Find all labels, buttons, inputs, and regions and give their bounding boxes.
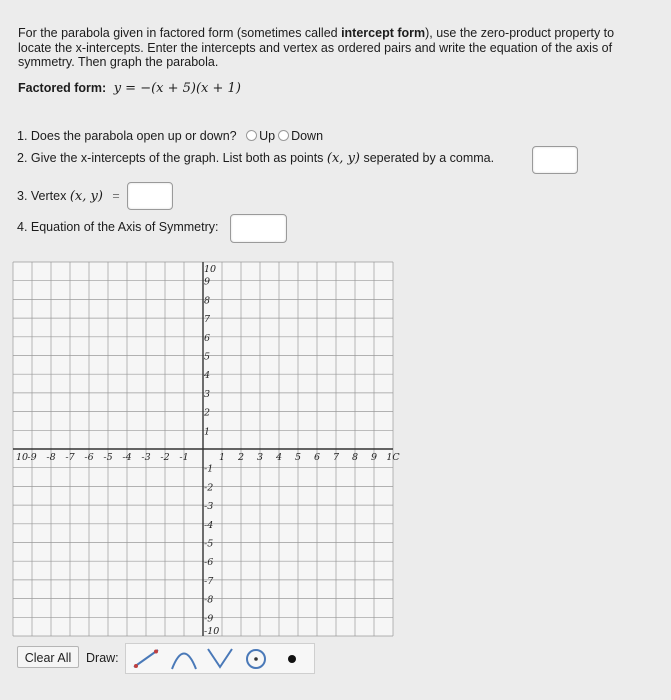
x-tick-label: -5: [103, 452, 113, 463]
y-tick-label: -2: [204, 482, 214, 494]
x-tick-label: 3: [256, 452, 264, 463]
parabola-down-tool-icon[interactable]: [166, 646, 202, 671]
x-tick-label: -1: [179, 452, 189, 463]
question-2-text-b: seperated by a comma.: [363, 151, 495, 165]
y-tick-label: -1: [204, 463, 214, 475]
radio-up-label[interactable]: Up: [259, 129, 276, 143]
x-tick-label: 9: [370, 452, 378, 463]
x-intercepts-input[interactable]: [532, 146, 578, 174]
question-4-text: 4. Equation of the Axis of Symmetry:: [17, 220, 219, 234]
question-1: [17, 129, 323, 143]
question-3-math: (x, y): [69, 189, 103, 204]
question-2: [17, 151, 494, 166]
y-tick-label: -6: [204, 557, 214, 569]
radio-down-label[interactable]: Down: [291, 129, 324, 143]
x-tick-label: 6: [313, 452, 321, 463]
y-tick-label: 10: [204, 264, 217, 275]
x-tick-label: -8: [46, 452, 56, 463]
x-tick-label: 10: [16, 452, 29, 463]
x-tick-label: -6: [84, 452, 94, 463]
x-tick-label: 5: [294, 452, 302, 463]
question-3: [17, 189, 120, 204]
y-tick-label: 4: [204, 370, 211, 382]
radio-up[interactable]: [246, 130, 257, 141]
instructions-text-1: For the parabola given in factored form (sometimes called: [18, 26, 342, 40]
draw-label: Draw:: [86, 651, 119, 665]
x-tick-label: 1C: [386, 452, 400, 463]
x-tick-label: 4: [275, 452, 283, 463]
parabola-up-tool-icon[interactable]: [202, 646, 238, 671]
instructions-bold-term: intercept form: [341, 26, 426, 40]
x-tick-label: 7: [332, 452, 340, 463]
clear-all-button[interactable]: Clear All: [17, 646, 79, 668]
question-2-text: 2. Give the x-intercepts of the graph. List both as points: [17, 151, 324, 165]
coordinate-graph[interactable]: [13, 262, 400, 637]
factored-form-label: Factored form:: [18, 81, 107, 95]
instructions: [18, 26, 646, 70]
y-tick-label: -10: [204, 626, 220, 637]
circle-tool-icon[interactable]: [238, 646, 274, 671]
y-tick-label: 8: [204, 295, 211, 307]
axis-of-symmetry-input[interactable]: [230, 214, 287, 243]
question-3-text: 3. Vertex: [17, 189, 67, 203]
x-tick-label: 1: [218, 452, 226, 463]
x-tick-label: -9: [27, 452, 37, 463]
factored-form-equation: y = −(x + 5)(x + 1): [113, 81, 241, 96]
point-tool-icon[interactable]: [274, 646, 310, 671]
x-tick-label: -4: [122, 452, 132, 463]
y-tick-label: -4: [204, 519, 214, 531]
x-tick-label: -3: [141, 452, 151, 463]
x-tick-label: -2: [160, 452, 170, 463]
y-tick-label: -9: [204, 613, 214, 625]
y-tick-label: 3: [204, 388, 211, 400]
y-tick-label: 7: [204, 314, 211, 326]
question-3-equals: =: [112, 189, 120, 203]
y-tick-label: 5: [204, 351, 211, 363]
y-tick-label: 9: [204, 276, 211, 288]
y-tick-label: -3: [204, 501, 214, 513]
line-tool-icon[interactable]: [128, 646, 164, 671]
x-tick-label: 2: [237, 452, 245, 463]
draw-tools: [125, 643, 315, 674]
question-4: [17, 220, 218, 234]
y-tick-label: 6: [204, 332, 211, 344]
instructions-text-2: ), use the zero-product property to locate the x-intercepts. Enter the intercepts and vertex as ordered pairs and write the equation of the axis of symmetry. Then graph the parabola.: [18, 26, 615, 69]
y-tick-label: 2: [204, 407, 211, 419]
y-tick-label: -5: [204, 538, 214, 550]
vertex-input[interactable]: [127, 182, 173, 210]
radio-down[interactable]: [278, 130, 289, 141]
y-tick-label: -8: [204, 594, 214, 606]
question-2-math: (x, y): [326, 151, 360, 166]
y-tick-label: 1: [204, 426, 211, 438]
factored-form: [18, 81, 241, 96]
question-1-text: 1. Does the parabola open up or down?: [17, 129, 237, 143]
y-tick-label: -7: [204, 575, 214, 587]
x-tick-label: -7: [65, 452, 75, 463]
x-tick-label: 8: [351, 452, 359, 463]
